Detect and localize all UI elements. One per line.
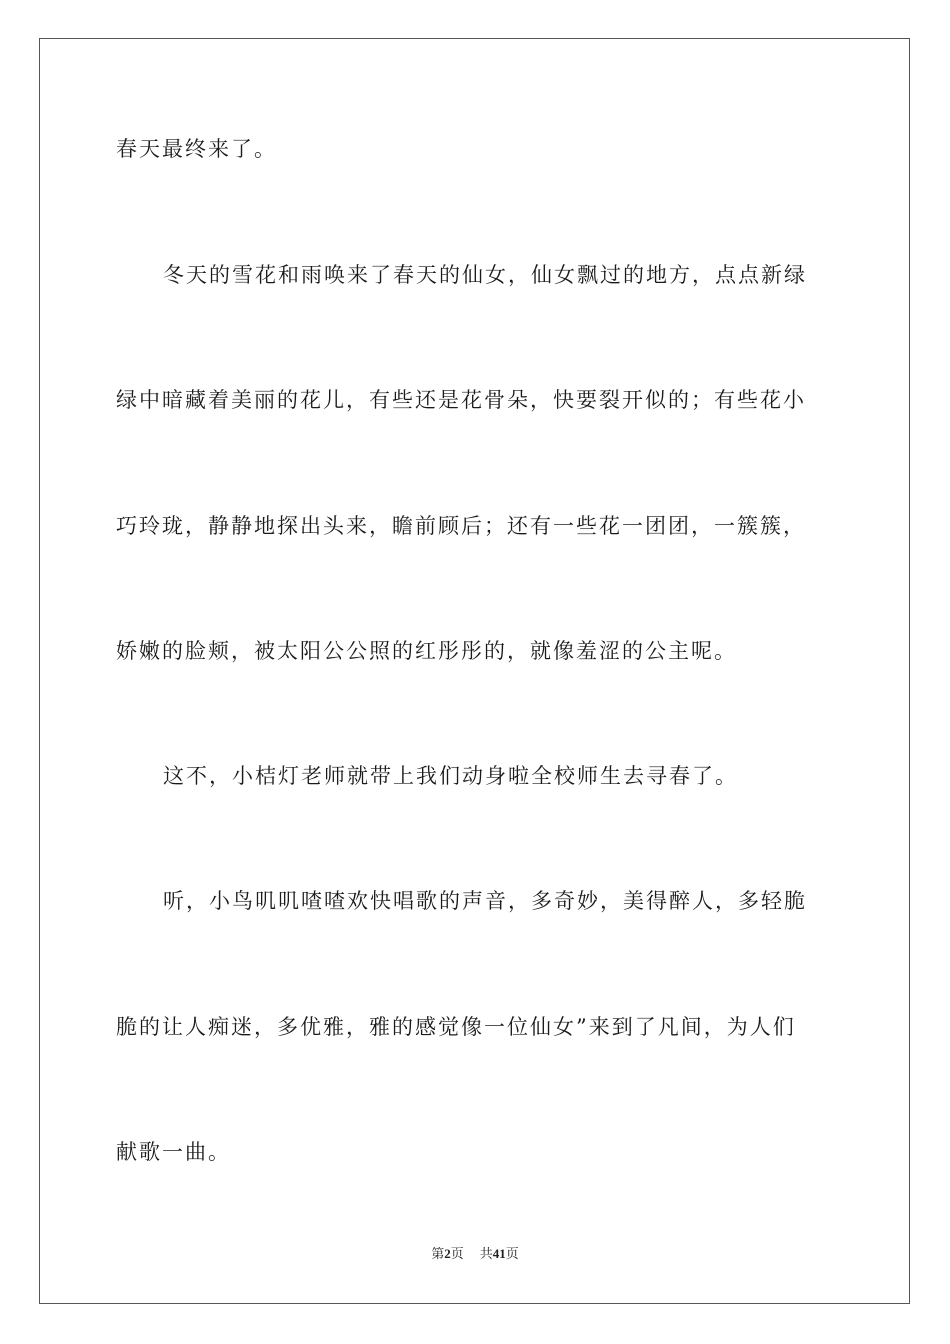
text-line: 娇嫩的脸颊，被太阳公公照的红彤彤的，就像羞涩的公主呢。 [116,639,737,663]
text-line: 听，小鸟叽叽喳喳欢快唱歌的声音，多奇妙，美得醉人，多轻脆 [163,889,807,913]
text-line: 冬天的雪花和雨唤来了春天的仙女，仙女飘过的地方，点点新绿 [163,263,807,287]
page-footer [0,1245,950,1264]
page-number: 2 [444,1246,451,1261]
page-label-suffix: 页 [450,1247,464,1262]
text-line: 巧玲珑，静静地探出头来，瞻前顾后；还有一些花一团团，一簇簇， [116,514,806,538]
total-label-suffix: 页 [505,1247,519,1262]
page-frame [39,38,910,1304]
page-label-prefix: 第 [431,1247,445,1262]
total-label-prefix: 共 [479,1247,493,1262]
text-line: 献歌一曲。 [116,1140,231,1164]
text-line: 春天最终来了。 [116,137,277,161]
text-line: 绿中暗藏着美丽的花儿，有些还是花骨朵，快要裂开似的；有些花小 [116,388,806,412]
text-line: 这不，小桔灯老师就带上我们动身啦全校师生去寻春了。 [163,764,738,788]
total-pages: 41 [492,1246,506,1261]
text-line: 脆的让人痴迷，多优雅，雅的感觉像一位仙女”来到了凡间，为人们 [116,1015,796,1039]
